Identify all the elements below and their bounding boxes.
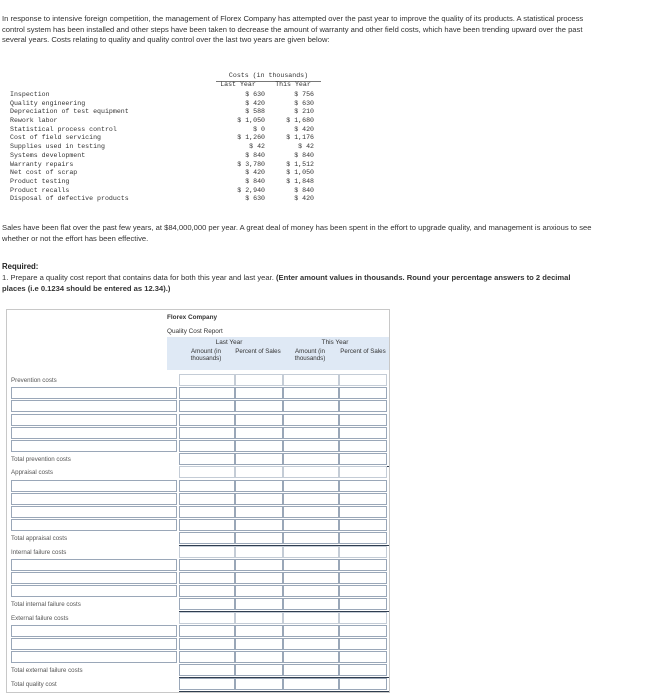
- col-amount-this: Amount (in thousands): [294, 348, 326, 363]
- amount-last-year-input[interactable]: [179, 638, 235, 650]
- percent-last-year-input[interactable]: [235, 625, 283, 637]
- cost-this-year: $ 1,680: [286, 117, 314, 125]
- percent-last-year-input[interactable]: [235, 585, 283, 597]
- cost-row: [10, 126, 330, 135]
- row-label: Prevention costs: [11, 375, 171, 386]
- amount-last-year-input[interactable]: [179, 572, 235, 584]
- cost-name-input[interactable]: [11, 493, 177, 505]
- percent-last-year-input[interactable]: [235, 453, 283, 465]
- cost-row: [10, 169, 330, 178]
- amount-last-year-input[interactable]: [179, 559, 235, 571]
- amount-last-year-input[interactable]: [179, 427, 235, 439]
- cost-last-year: $ 630: [245, 91, 265, 98]
- amount-this-year-input[interactable]: [283, 453, 339, 465]
- percent-last-year-input[interactable]: [235, 559, 283, 571]
- percent-last-year-input[interactable]: [235, 598, 283, 610]
- cost-name-input[interactable]: [11, 519, 177, 531]
- cost-name-input[interactable]: [11, 480, 177, 492]
- percent-this-year-input[interactable]: [339, 480, 387, 492]
- percent-last-year-input[interactable]: [235, 493, 283, 505]
- amount-this-year-input[interactable]: [283, 546, 339, 558]
- cost-last-year: $ 840: [245, 151, 265, 159]
- percent-this-year-input[interactable]: [339, 678, 387, 690]
- amount-this-year-input[interactable]: [283, 480, 339, 492]
- amount-this-year-input[interactable]: [283, 678, 339, 690]
- row-label: External failure costs: [11, 613, 171, 624]
- percent-this-year-input[interactable]: [339, 466, 387, 478]
- cost-name-input[interactable]: [11, 651, 177, 663]
- amount-this-year-input[interactable]: [283, 572, 339, 584]
- cost-last-year: $ 420: [245, 169, 265, 177]
- cost-this-year: $ 840: [294, 151, 314, 159]
- percent-this-year-input[interactable]: [339, 400, 387, 412]
- cost-row: [10, 100, 330, 109]
- amount-this-year-input[interactable]: [283, 440, 339, 452]
- row-label: Appraisal costs: [11, 467, 171, 478]
- percent-last-year-input[interactable]: [235, 400, 283, 412]
- percent-this-year-input[interactable]: [339, 598, 387, 610]
- amount-last-year-input[interactable]: [179, 506, 235, 518]
- percent-last-year-input[interactable]: [235, 678, 283, 690]
- total-rule: [179, 691, 389, 692]
- cost-label: Depreciation of test equipment: [10, 108, 129, 116]
- percent-this-year-input[interactable]: [339, 493, 387, 505]
- amount-this-year-input[interactable]: [283, 585, 339, 597]
- amount-this-year-input[interactable]: [283, 532, 339, 544]
- amount-last-year-input[interactable]: [179, 598, 235, 610]
- amount-last-year-input[interactable]: [179, 440, 235, 452]
- percent-this-year-input[interactable]: [339, 638, 387, 650]
- percent-this-year-input[interactable]: [339, 506, 387, 518]
- percent-this-year-input[interactable]: [339, 453, 387, 465]
- amount-last-year-input[interactable]: [179, 400, 235, 412]
- cost-last-year: $ 630: [245, 195, 265, 203]
- cost-this-year: $ 1,848: [286, 177, 314, 185]
- percent-this-year-input[interactable]: [339, 664, 387, 676]
- amount-this-year-input[interactable]: [283, 612, 339, 624]
- cost-this-year: $ 1,512: [286, 160, 314, 168]
- cost-name-input[interactable]: [11, 559, 177, 571]
- percent-last-year-input[interactable]: [235, 414, 283, 426]
- percent-this-year-input[interactable]: [339, 572, 387, 584]
- cost-this-year: $ 420: [294, 125, 314, 133]
- percent-this-year-input[interactable]: [339, 427, 387, 439]
- cost-label: Net cost of scrap: [10, 169, 78, 177]
- percent-this-year-input[interactable]: [339, 519, 387, 531]
- amount-this-year-input[interactable]: [283, 493, 339, 505]
- cost-last-year: $ 420: [245, 99, 265, 107]
- cost-row: [10, 152, 330, 161]
- costs-header-last-year: Last Year: [220, 81, 256, 88]
- cost-last-year: $ 42: [249, 143, 265, 151]
- amount-last-year-input[interactable]: [179, 453, 235, 465]
- percent-this-year-input[interactable]: [339, 532, 387, 544]
- cost-row: [10, 91, 330, 100]
- cost-label: Quality engineering: [10, 99, 86, 107]
- cost-this-year: $ 1,050: [286, 169, 314, 177]
- cost-label: Supplies used in testing: [10, 143, 105, 151]
- cost-label: Inspection: [10, 91, 50, 98]
- percent-last-year-input[interactable]: [235, 664, 283, 676]
- report-this-year: This Year: [321, 339, 349, 346]
- percent-last-year-input[interactable]: [235, 651, 283, 663]
- cost-this-year: $ 756: [294, 91, 314, 98]
- cost-label: Product testing: [10, 177, 70, 185]
- cost-name-input[interactable]: [11, 506, 177, 518]
- cost-label: Disposal of defective products: [10, 195, 129, 203]
- percent-last-year-input[interactable]: [235, 480, 283, 492]
- amount-this-year-input[interactable]: [283, 374, 339, 386]
- amount-this-year-input[interactable]: [283, 466, 339, 478]
- cost-label: Warranty repairs: [10, 160, 74, 168]
- cost-name-input[interactable]: [11, 625, 177, 637]
- costs-table: [10, 71, 330, 204]
- percent-last-year-input[interactable]: [235, 546, 283, 558]
- percent-this-year-input[interactable]: [339, 585, 387, 597]
- sales-paragraph: Sales have been flat over the past few years, at $84,000,000 per year. A great deal of money has been spent in the effort to upgrade quality, and management is anxious to see whether or not the effort has been effective.: [2, 223, 592, 243]
- amount-last-year-input[interactable]: [179, 466, 235, 478]
- cost-this-year: $ 1,176: [286, 134, 314, 142]
- amount-this-year-input[interactable]: [283, 638, 339, 650]
- amount-this-year-input[interactable]: [283, 519, 339, 531]
- percent-last-year-input[interactable]: [235, 427, 283, 439]
- percent-last-year-input[interactable]: [235, 612, 283, 624]
- amount-last-year-input[interactable]: [179, 414, 235, 426]
- percent-this-year-input[interactable]: [339, 651, 387, 663]
- amount-this-year-input[interactable]: [283, 400, 339, 412]
- cost-label: Systems development: [10, 151, 86, 159]
- report-row-total-quality: [7, 677, 389, 692]
- cost-row: [10, 187, 330, 196]
- cost-name-input[interactable]: [11, 427, 177, 439]
- amount-last-year-input[interactable]: [179, 625, 235, 637]
- amount-this-year-input[interactable]: [283, 651, 339, 663]
- percent-this-year-input[interactable]: [339, 546, 387, 558]
- amount-last-year-input[interactable]: [179, 532, 235, 544]
- cost-last-year: $ 2,940: [237, 186, 265, 194]
- percent-last-year-input[interactable]: [235, 387, 283, 399]
- report-title: Quality Cost Report: [167, 328, 223, 335]
- amount-last-year-input[interactable]: [179, 387, 235, 399]
- percent-last-year-input[interactable]: [235, 374, 283, 386]
- row-label: Total internal failure costs: [11, 599, 171, 610]
- amount-this-year-input[interactable]: [283, 625, 339, 637]
- cost-name-input[interactable]: [11, 440, 177, 452]
- amount-last-year-input[interactable]: [179, 374, 235, 386]
- amount-last-year-input[interactable]: [179, 480, 235, 492]
- percent-last-year-input[interactable]: [235, 440, 283, 452]
- cost-name-input[interactable]: [11, 400, 177, 412]
- row-label: Total external failure costs: [11, 665, 171, 676]
- report-company: Florex Company: [167, 314, 218, 321]
- row-label: Total appraisal costs: [11, 533, 171, 544]
- cost-last-year: $ 0: [253, 125, 265, 133]
- col-percent-this: Percent of Sales: [340, 348, 386, 355]
- amount-last-year-input[interactable]: [179, 664, 235, 676]
- cost-name-input[interactable]: [11, 572, 177, 584]
- cost-name-input[interactable]: [11, 638, 177, 650]
- cost-name-input[interactable]: [11, 387, 177, 399]
- report-header: [7, 310, 389, 370]
- percent-last-year-input[interactable]: [235, 519, 283, 531]
- percent-this-year-input[interactable]: [339, 387, 387, 399]
- col-percent-last: Percent of Sales: [235, 348, 281, 355]
- percent-this-year-input[interactable]: [339, 414, 387, 426]
- amount-this-year-input[interactable]: [283, 427, 339, 439]
- cost-label: Product recalls: [10, 186, 70, 194]
- percent-last-year-input[interactable]: [235, 572, 283, 584]
- required-instruction-bold: (Enter amount values in thousands. Round your percentage answers to 2 decimal places (i.e 0.1234 should be entered as 12.34).): [2, 273, 571, 293]
- row-label: Total prevention costs: [11, 454, 171, 465]
- required-title: Required:: [2, 262, 39, 271]
- percent-last-year-input[interactable]: [235, 506, 283, 518]
- cost-row: [10, 195, 330, 204]
- percent-this-year-input[interactable]: [339, 374, 387, 386]
- percent-last-year-input[interactable]: [235, 532, 283, 544]
- amount-last-year-input[interactable]: [179, 519, 235, 531]
- cost-label: Rework labor: [10, 117, 58, 125]
- cost-last-year: $ 1,260: [237, 134, 265, 142]
- problem-intro: In response to intensive foreign competition, the management of Florex Company has attempted over the past year to improve the quality of its products. A statistical process control system has been installed and other steps have been taken to decrease the amount of warranty and other field costs, which have been trending upward over the past several years. Costs relating to quality and quality control over the last two years are given below:: [2, 14, 584, 44]
- cost-last-year: $ 1,050: [237, 117, 265, 125]
- amount-this-year-input[interactable]: [283, 664, 339, 676]
- cost-row: [10, 117, 330, 126]
- cost-this-year: $ 630: [294, 99, 314, 107]
- report-last-year: Last Year: [215, 339, 243, 346]
- cost-row: [10, 143, 330, 152]
- cost-last-year: $ 3,780: [237, 160, 265, 168]
- costs-rows: [10, 91, 330, 204]
- required-instruction-text: 1. Prepare a quality cost report that contains data for both this year and last year.: [2, 273, 274, 282]
- quality-cost-report: [6, 309, 390, 693]
- cost-this-year: $ 420: [294, 195, 314, 203]
- cost-row: [10, 134, 330, 143]
- cost-this-year: $ 42: [298, 143, 314, 151]
- amount-this-year-input[interactable]: [283, 559, 339, 571]
- cost-row: [10, 178, 330, 187]
- percent-this-year-input[interactable]: [339, 440, 387, 452]
- cost-this-year: $ 840: [294, 186, 314, 194]
- cost-last-year: $ 840: [245, 177, 265, 185]
- amount-last-year-input[interactable]: [179, 651, 235, 663]
- cost-this-year: $ 210: [294, 108, 314, 116]
- cost-row: [10, 108, 330, 117]
- amount-this-year-input[interactable]: [283, 414, 339, 426]
- row-label: Internal failure costs: [11, 547, 171, 558]
- row-label: Total quality cost: [11, 679, 171, 690]
- cost-last-year: $ 588: [245, 108, 265, 116]
- required-instruction: [2, 273, 592, 294]
- percent-last-year-input[interactable]: [235, 466, 283, 478]
- amount-this-year-input[interactable]: [283, 598, 339, 610]
- cost-name-input[interactable]: [11, 414, 177, 426]
- amount-this-year-input[interactable]: [283, 387, 339, 399]
- amount-last-year-input[interactable]: [179, 678, 235, 690]
- costs-header-title: Costs (in thousands): [228, 72, 309, 79]
- cost-label: Cost of field servicing: [10, 134, 102, 142]
- cost-name-input[interactable]: [11, 585, 177, 597]
- amount-this-year-input[interactable]: [283, 506, 339, 518]
- amount-last-year-input[interactable]: [179, 585, 235, 597]
- costs-header-this-year: This Year: [275, 81, 311, 88]
- cost-label: Statistical process control: [10, 125, 117, 133]
- percent-this-year-input[interactable]: [339, 559, 387, 571]
- cost-row: [10, 161, 330, 170]
- costs-table-header: [10, 71, 330, 91]
- amount-last-year-input[interactable]: [179, 612, 235, 624]
- amount-last-year-input[interactable]: [179, 493, 235, 505]
- percent-this-year-input[interactable]: [339, 612, 387, 624]
- amount-last-year-input[interactable]: [179, 546, 235, 558]
- percent-this-year-input[interactable]: [339, 625, 387, 637]
- col-amount-last: Amount (in thousands): [190, 348, 222, 363]
- percent-last-year-input[interactable]: [235, 638, 283, 650]
